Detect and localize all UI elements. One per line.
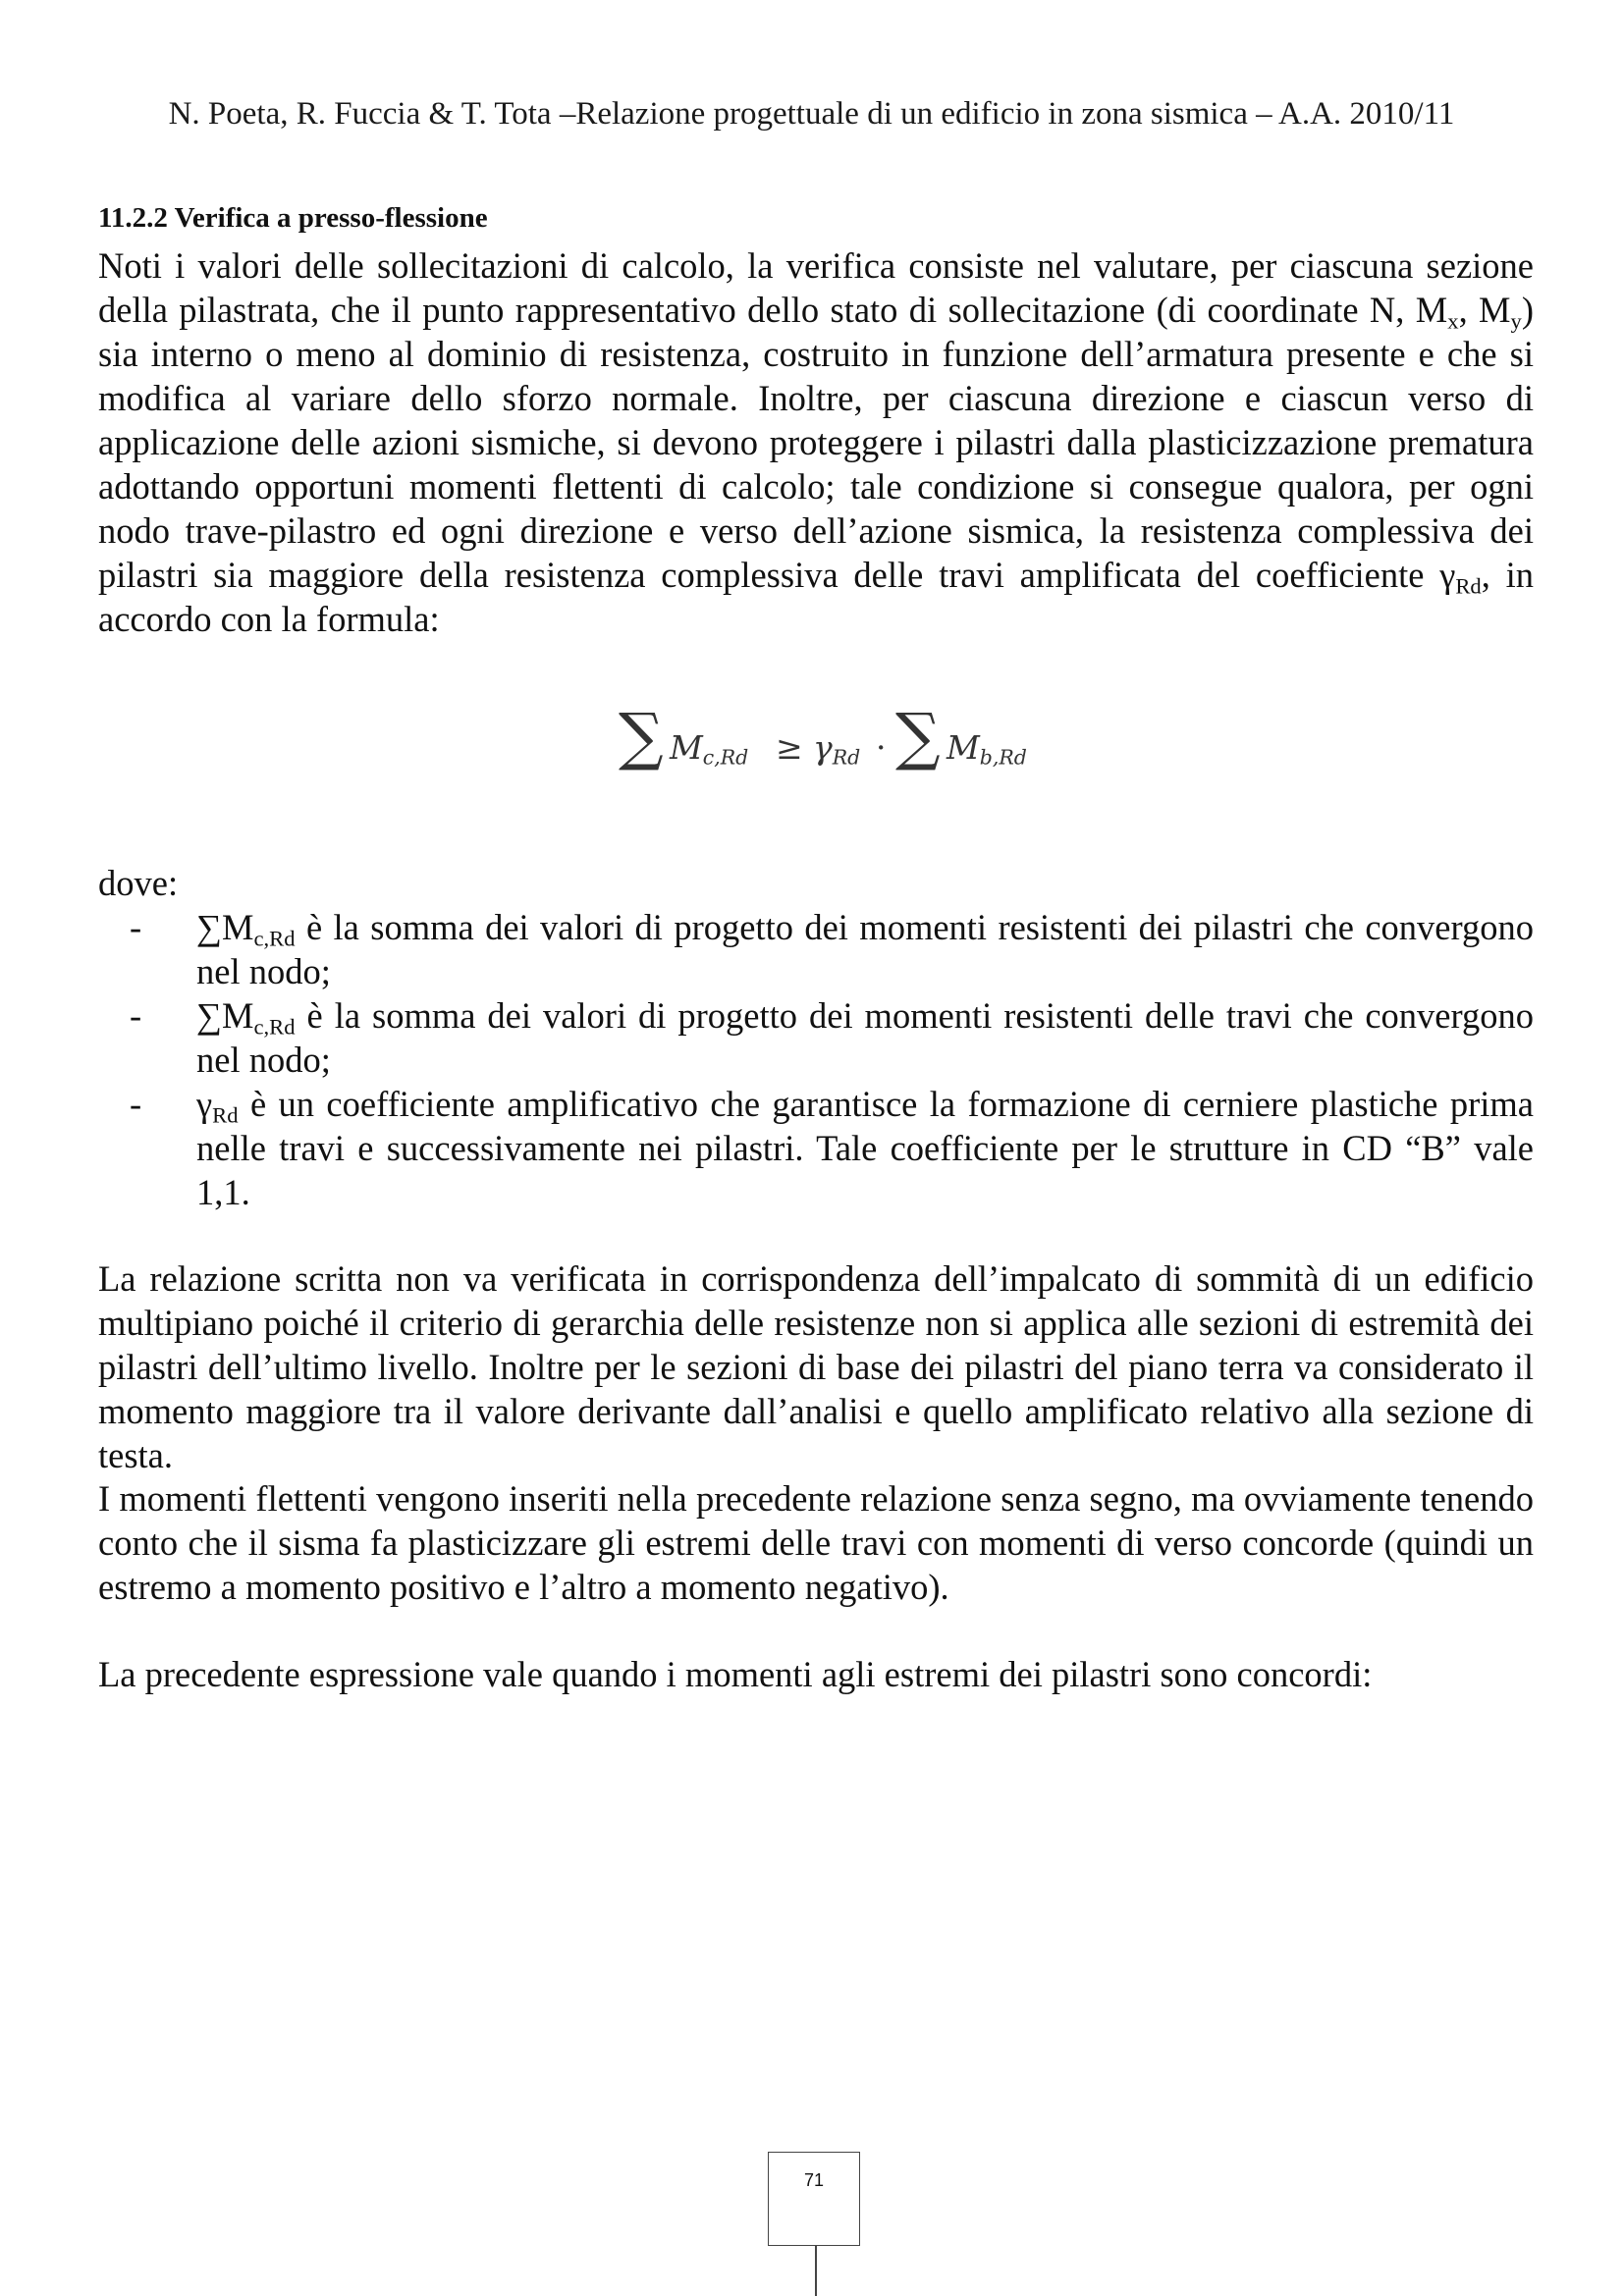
list-symbol-sub: Rd: [212, 1102, 239, 1128]
para1-text-a: Noti i valori delle sollecitazioni di calcolo, la verifica consiste nel valutare, per ciascuna sezione della pilastrata, che il punto rappresentativo dello stato di sollecitazione (di coordinate N, M: [98, 245, 1534, 330]
list-symbol-sub: c,Rd: [253, 1014, 296, 1040]
section-title: 11.2.2 Verifica a presso-flessione: [98, 202, 488, 234]
formula-m1: M: [670, 728, 703, 767]
paragraph-intro: [98, 243, 1534, 641]
formula-m2: M: [947, 728, 980, 767]
running-header: N. Poeta, R. Fuccia & T. Tota –Relazione progettuale di un edificio in zona sismica – A.A. 2010/11: [168, 96, 1455, 132]
paragraph-gerarchia: [98, 1256, 1534, 1477]
list-dash: -: [130, 1084, 142, 1124]
list-dash: -: [130, 907, 142, 947]
list-item: [98, 993, 1534, 1082]
paragraph-momenti: [98, 1476, 1534, 1609]
list-symbol: ∑M: [196, 995, 254, 1036]
formula-dot: ·: [876, 728, 887, 767]
sum-symbol-1: ∑: [619, 701, 664, 774]
list-item: [98, 1082, 1534, 1214]
formula-m-b-rd: [947, 728, 1027, 770]
sub-y: y: [1510, 308, 1522, 334]
para1-text-b: , M: [1458, 290, 1511, 330]
list-text: è la somma dei valori di progetto dei momenti resistenti delle travi che convergono nel nodo;: [196, 995, 1534, 1080]
para4-text: I momenti flettenti vengono inseriti nella precedente relazione senza segno, ma ovviamente tenendo conto che il sisma fa plasticizzare gli estremi delle travi con momenti di verso concorde (quindi un estremo a momento positivo e l’altro a momento negativo).: [98, 1478, 1534, 1607]
paragraph-concordi: [98, 1652, 1534, 1696]
formula-m-c-rd: [670, 728, 749, 770]
formula-gamma-symbol: γ: [813, 728, 833, 767]
list-text: è un coefficiente amplificativo che garantisce la formazione di cerniere plastiche prima nelle travi e successivamente nei pilastri. Tale coefficiente per le strutture in CD “B” vale 1,1.: [196, 1084, 1534, 1212]
list-text: è la somma dei valori di progetto dei momenti resistenti dei pilastri che convergono nel nodo;: [196, 907, 1534, 991]
sub-rd: Rd: [1455, 573, 1482, 599]
sum-symbol-2: ∑: [895, 701, 941, 774]
dove-label: dove:: [98, 863, 179, 903]
page-number-box: [768, 2152, 860, 2246]
formula-m1-sub: c,Rd: [702, 745, 749, 770]
para1-text-c: ) sia interno o meno al dominio di resistenza, costruito in funzione dell’armatura presente e che si modifica al variare dello sforzo normale. Inoltre, per ciascuna direzione e ciascun verso di applicazione delle azioni sismiche, si devono proteggere i pilastri dalla plasticizzazione prematura adottando opportuni momenti flettenti di calcolo; tale condizione si consegue qualora, per ogni nodo trave-pilastro ed ogni direzione e verso dell’azione sismica, la resistenza complessiva dei pilastri sia maggiore della resistenza complessiva delle travi amplificata del coefficiente γ: [98, 290, 1534, 595]
sub-x: x: [1447, 308, 1459, 334]
list-item: [98, 905, 1534, 993]
definitions-list: [98, 905, 1534, 1214]
para5-text: La precedente espressione vale quando i momenti agli estremi dei pilastri sono concordi:: [98, 1654, 1373, 1694]
para1-text-d: , in accordo con la formula:: [98, 555, 1534, 639]
list-symbol: γ: [196, 1084, 213, 1124]
formula-geq: ≥: [776, 728, 803, 767]
page-number-line: [815, 2246, 817, 2296]
formula-gamma-sub: Rd: [832, 745, 861, 770]
page-number: 71: [803, 2170, 825, 2190]
para3-text: La relazione scritta non va verificata in corrispondenza dell’impalcato di sommità di un edificio multipiano poiché il criterio di gerarchia delle resistenze non si applica alle sezioni di estremità dei pilastri dell’ultimo livello. Inoltre per le sezioni di base dei pilastri del piano terra va considerato il momento maggiore tra il valore derivante dall’analisi e quello amplificato relativo alla sezione di testa.: [98, 1258, 1534, 1475]
list-symbol: ∑M: [196, 907, 254, 947]
list-symbol-sub: c,Rd: [253, 926, 296, 951]
formula-gamma: [813, 728, 861, 770]
formula-m2-sub: b,Rd: [979, 745, 1027, 770]
list-dash: -: [130, 995, 142, 1036]
formula-image: [619, 701, 1031, 779]
